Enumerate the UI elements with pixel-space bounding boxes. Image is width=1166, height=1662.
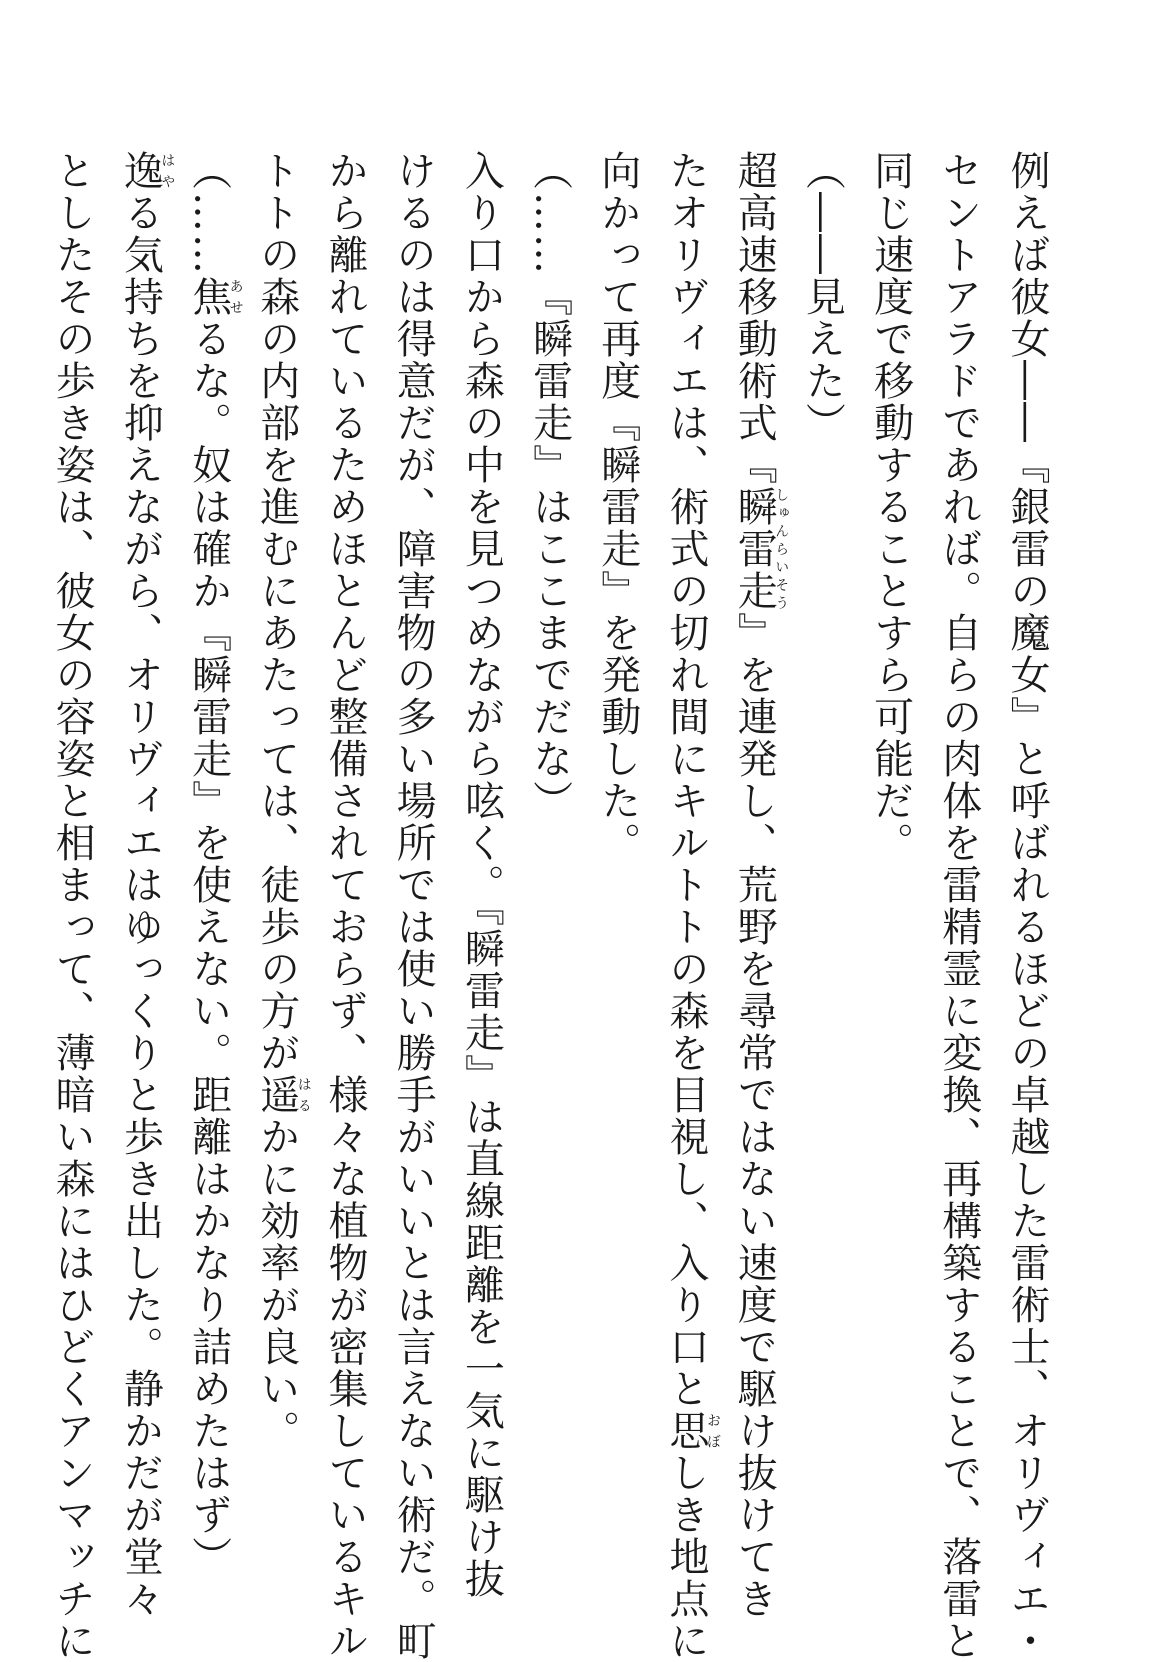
text-line: 逸はやる気持ちを抑えながら、オリヴィエはゆっくりと歩き出した。静かだが堂々 [117, 150, 176, 1620]
ruby-annotation: 遥はる [253, 1074, 312, 1116]
text-line: けるのは得意だが、障害物の多い場所では使い勝手がいいとは言えない術だ。町 [390, 150, 437, 1662]
ruby-annotation: 瞬雷走しゅんらいそう [731, 486, 790, 612]
text-line: 超高速移動術式『瞬雷走しゅんらいそう』を連発し、荒野を尋常ではない速度で駆け抜けてき [731, 150, 790, 1620]
text-line: から離れているためほとんど整備されておらず、様々な植物が密集しているキル [321, 150, 368, 1662]
text-line: としたその歩き姿は、彼女の容姿と相まって、薄暗い森にはひどくアンマッチに [49, 150, 96, 1662]
text-line: 同じ速度で移動することすら可能だ。 [867, 150, 914, 864]
ruby-annotation: 思おぼ [662, 1410, 721, 1452]
text-line: （……焦あせるな。奴は確か『瞬雷走』を使えない。距離はかなり詰めたはず） [185, 150, 244, 1578]
text-line: たオリヴィエは、術式の切れ間にキルトトの森を目視し、入り口と思おぼしき地点に [662, 150, 721, 1662]
vertical-text-body [49, 150, 1061, 1662]
text-line: セントアラドであれば。自らの肉体を雷精霊に変換、再構築することで、落雷と [935, 150, 982, 1662]
text-line: トトの森の内部を進むにあたっては、徒歩の方が遥はるかに効率が良い。 [253, 150, 312, 1452]
text-line: 向かって再度『瞬雷走』を発動した。 [594, 150, 641, 864]
text-line: 入り口から森の中を見つめながら呟く。『瞬雷走』は直線距離を一気に駆け抜 [458, 150, 505, 1600]
text-line: （……『瞬雷走』はここまでだな） [526, 150, 573, 822]
text-line: （――見えた） [799, 150, 846, 444]
text-line: 例えば彼女――『銀雷の魔女』と呼ばれるほどの卓越した雷術士、オリヴィエ・ [1004, 150, 1050, 1662]
ruby-annotation: 焦あせ [185, 276, 244, 318]
ruby-annotation: 逸はや [117, 150, 176, 192]
